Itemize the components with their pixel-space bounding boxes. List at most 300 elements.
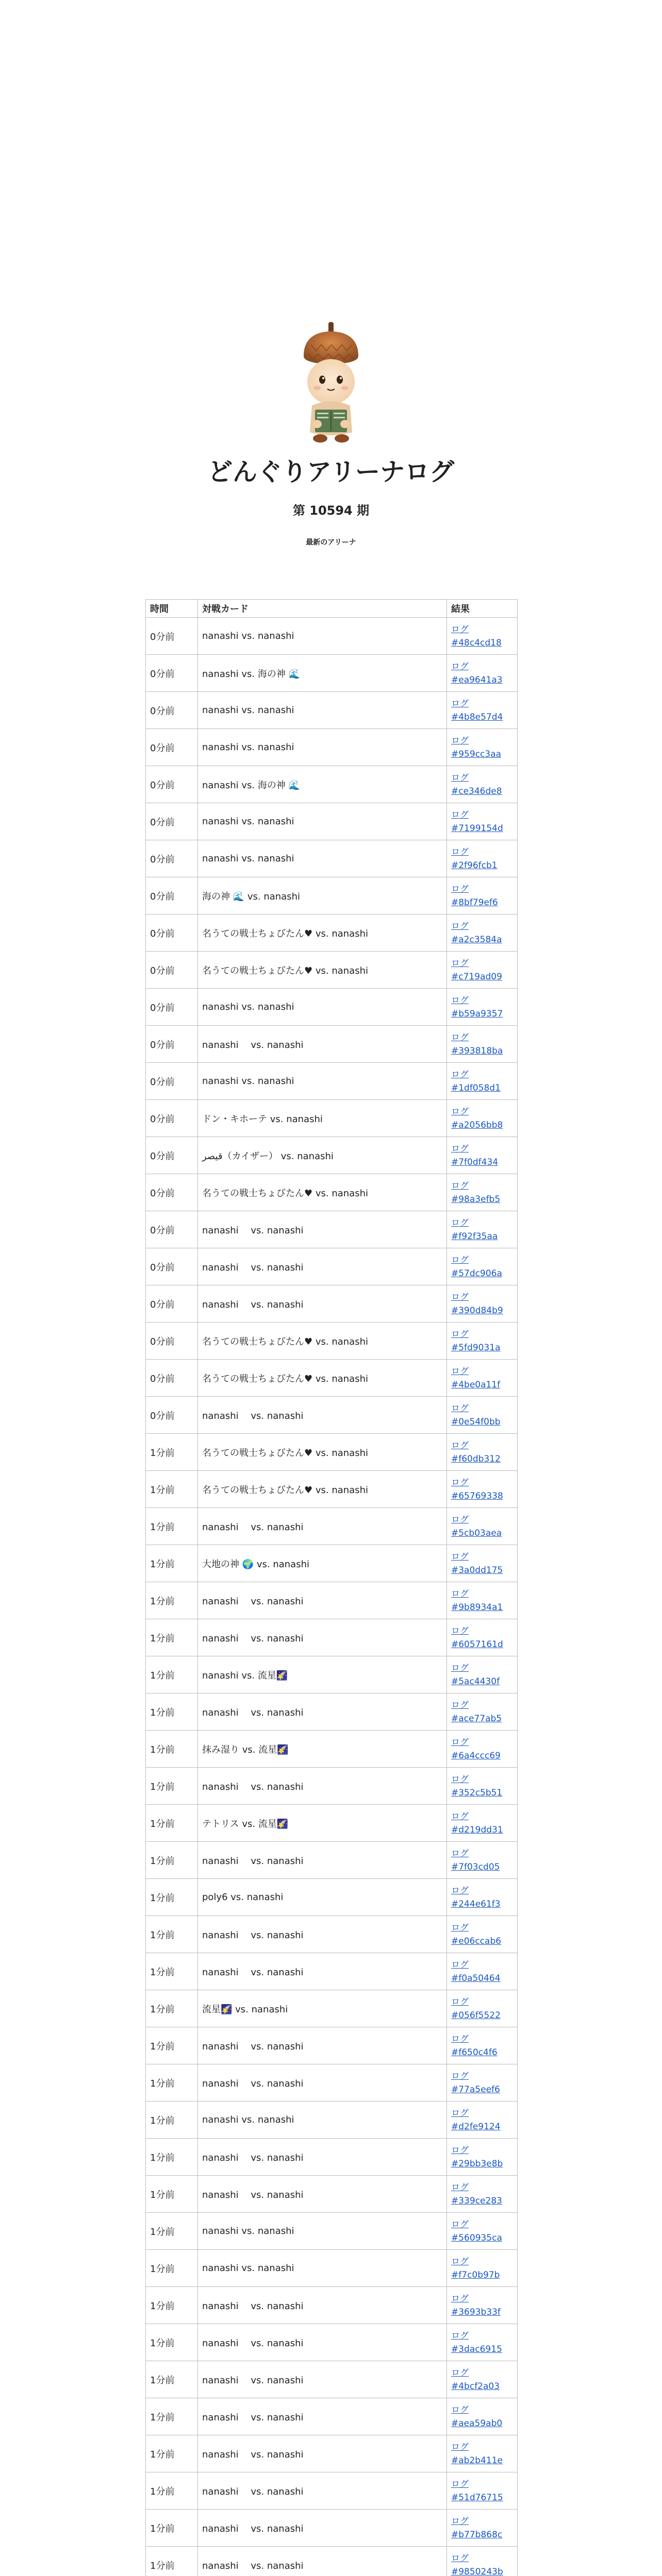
table-row <box>146 840 518 877</box>
row-time: 0分前 <box>146 989 198 1026</box>
row-time: 0分前 <box>146 1248 198 1285</box>
log-id-link[interactable]: #4b8e57d4 <box>451 711 503 722</box>
table-header-row <box>146 600 518 618</box>
row-time: 1分前 <box>146 1656 198 1693</box>
row-match-card: nanashi vs. nanashi <box>198 1063 447 1100</box>
log-link[interactable]: ログ <box>451 2108 469 2119</box>
row-result <box>447 1508 518 1545</box>
log-id-link[interactable]: #6a4ccc69 <box>451 1750 501 1761</box>
log-link[interactable]: ログ <box>451 1588 469 1599</box>
log-id-link[interactable]: #f92f35aa <box>451 1231 498 1242</box>
log-id-link[interactable]: #4bcf2a03 <box>451 2381 500 2392</box>
table-row <box>146 1100 518 1137</box>
table-row <box>146 1693 518 1731</box>
row-time: 0分前 <box>146 766 198 803</box>
table-row <box>146 1471 518 1508</box>
acorn-mascot-icon <box>296 319 366 445</box>
row-match-card: nanashi vs. nanashi <box>198 1582 447 1619</box>
row-time: 0分前 <box>146 914 198 952</box>
row-match-card: قيصر（カイザー） vs. nanashi <box>198 1137 447 1174</box>
row-match-card: nanashi vs. nanashi <box>198 840 447 877</box>
row-result <box>447 1879 518 1916</box>
row-time: 1分前 <box>146 2472 198 2510</box>
row-result <box>447 840 518 877</box>
row-time: 1分前 <box>146 2250 198 2287</box>
table-row <box>146 729 518 766</box>
row-result <box>447 1805 518 1842</box>
row-result <box>447 1285 518 1323</box>
table-row <box>146 692 518 729</box>
log-link[interactable]: ログ <box>451 1885 469 1896</box>
row-result <box>447 2102 518 2139</box>
log-id-link[interactable]: #8bf79ef6 <box>451 897 498 908</box>
table-row <box>146 2176 518 2213</box>
row-result <box>447 914 518 952</box>
table-row <box>146 2102 518 2139</box>
row-result <box>447 1953 518 1990</box>
log-id-link[interactable]: #5cb03aea <box>451 1528 502 1538</box>
table-row <box>146 914 518 952</box>
row-match-card: 大地の神 🌍 vs. nanashi <box>198 1545 447 1582</box>
table-row <box>146 1248 518 1285</box>
row-result <box>447 1916 518 1953</box>
log-link[interactable]: ログ <box>451 772 469 783</box>
row-time: 1分前 <box>146 1768 198 1805</box>
log-id-link[interactable]: #f7c0b97b <box>451 2269 500 2280</box>
log-link[interactable]: ログ <box>451 1514 469 1525</box>
row-match-card: 名うての戦士ちょびたん♥ vs. nanashi <box>198 1323 447 1360</box>
row-result <box>447 1174 518 1211</box>
log-link[interactable]: ログ <box>451 1922 469 1933</box>
row-result <box>447 2250 518 2287</box>
row-result <box>447 952 518 989</box>
row-result <box>447 1211 518 1248</box>
row-match-card: nanashi vs. 流星🌠 <box>198 1656 447 1693</box>
row-time: 0分前 <box>146 618 198 655</box>
row-time: 1分前 <box>146 1508 198 1545</box>
log-link[interactable]: ログ <box>451 1700 469 1710</box>
row-time: 1分前 <box>146 1582 198 1619</box>
table-row <box>146 2324 518 2361</box>
row-time: 1分前 <box>146 2139 198 2176</box>
row-match-card: nanashi vs. nanashi <box>198 803 447 840</box>
log-id-link[interactable]: #ea9641a3 <box>451 674 503 685</box>
row-result <box>447 692 518 729</box>
row-match-card: nanashi vs. nanashi <box>198 2139 447 2176</box>
log-id-link[interactable]: #b77b868c <box>451 2529 503 2540</box>
row-time: 0分前 <box>146 655 198 692</box>
row-time: 0分前 <box>146 1026 198 1063</box>
row-match-card: nanashi vs. nanashi <box>198 2510 447 2547</box>
log-link[interactable]: ログ <box>451 1625 469 1636</box>
log-link[interactable]: ログ <box>451 2330 469 2341</box>
log-link[interactable]: ログ <box>451 1959 469 1970</box>
table-row <box>146 1768 518 1805</box>
log-id-link[interactable]: #65769338 <box>451 1490 503 1501</box>
log-link[interactable]: ログ <box>451 2071 469 2081</box>
log-id-link[interactable]: #3693b33f <box>451 2307 501 2317</box>
table-row <box>146 1842 518 1879</box>
table-row <box>146 766 518 803</box>
row-time: 0分前 <box>146 803 198 840</box>
log-id-link[interactable]: #339ce283 <box>451 2195 502 2206</box>
row-result <box>447 1248 518 1285</box>
section-subtitle: 最新のアリーナ <box>306 538 356 547</box>
row-result <box>447 2213 518 2250</box>
log-link[interactable]: ログ <box>451 1180 469 1191</box>
row-result <box>447 2139 518 2176</box>
log-id-link[interactable]: #560935ca <box>451 2232 502 2243</box>
log-id-link[interactable]: #d2fe9124 <box>451 2121 501 2132</box>
row-time: 0分前 <box>146 1174 198 1211</box>
row-result <box>447 2324 518 2361</box>
log-link[interactable]: ログ <box>451 624 469 635</box>
log-id-link[interactable]: #1df058d1 <box>451 1082 501 1093</box>
table-row <box>146 1656 518 1693</box>
log-link[interactable]: ログ <box>451 2404 469 2415</box>
row-result <box>447 1137 518 1174</box>
row-result <box>447 989 518 1026</box>
log-link[interactable]: ログ <box>451 698 469 709</box>
row-time: 0分前 <box>146 840 198 877</box>
log-link[interactable]: ログ <box>451 1069 469 1080</box>
table-row <box>146 1211 518 1248</box>
log-id-link[interactable]: #b59a9357 <box>451 1008 503 1019</box>
row-time: 0分前 <box>146 1211 198 1248</box>
log-link[interactable]: ログ <box>451 2516 469 2527</box>
table-row <box>146 2287 518 2324</box>
table-row <box>146 1545 518 1582</box>
row-time: 1分前 <box>146 2176 198 2213</box>
log-id-link[interactable]: #6057161d <box>451 1639 503 1650</box>
log-id-link[interactable]: #0e54f0bb <box>451 1416 501 1427</box>
row-time: 1分前 <box>146 2510 198 2547</box>
row-match-card: nanashi vs. 海の神 🌊 <box>198 766 447 803</box>
row-time: 1分前 <box>146 2287 198 2324</box>
log-id-link[interactable]: #ace77ab5 <box>451 1713 502 1724</box>
log-id-link[interactable]: #f650c4f6 <box>451 2047 498 2058</box>
log-id-link[interactable]: #7f0df434 <box>451 1157 499 1167</box>
row-result <box>447 2064 518 2102</box>
log-link[interactable]: ログ <box>451 1366 469 1377</box>
log-id-link[interactable]: #5fd9031a <box>451 1342 501 1353</box>
log-id-link[interactable]: #a2056bb8 <box>451 1120 503 1130</box>
log-link[interactable]: ログ <box>451 2033 469 2044</box>
log-id-link[interactable]: #390d84b9 <box>451 1305 503 1316</box>
row-time: 1分前 <box>146 2324 198 2361</box>
log-link[interactable]: ログ <box>451 1477 469 1488</box>
row-match-card: nanashi vs. nanashi <box>198 2547 447 2576</box>
row-match-card: nanashi vs. nanashi <box>198 1842 447 1879</box>
log-id-link[interactable]: #5ac4430f <box>451 1676 500 1687</box>
row-match-card: nanashi vs. nanashi <box>198 1619 447 1656</box>
log-id-link[interactable]: #77a5eef6 <box>451 2084 500 2095</box>
table-row <box>146 1397 518 1434</box>
log-link[interactable]: ログ <box>451 884 469 894</box>
log-link[interactable]: ログ <box>451 1106 469 1117</box>
row-match-card: 名うての戦士ちょびたん♥ vs. nanashi <box>198 1471 447 1508</box>
row-result <box>447 1100 518 1137</box>
row-result <box>447 877 518 914</box>
table-row <box>146 1619 518 1656</box>
log-id-link[interactable]: #e06ccab6 <box>451 1936 502 1946</box>
log-link[interactable]: ログ <box>451 921 469 931</box>
log-id-link[interactable]: #51d76715 <box>451 2492 503 2503</box>
row-match-card: poly6 vs. nanashi <box>198 1879 447 1916</box>
row-match-card: nanashi vs. nanashi <box>198 1397 447 1434</box>
log-id-link[interactable]: #244e61f3 <box>451 1899 501 1909</box>
log-link[interactable]: ログ <box>451 1143 469 1154</box>
table-row <box>146 1434 518 1471</box>
row-result <box>447 655 518 692</box>
page-title: どんぐりアリーナログ <box>207 457 455 486</box>
log-link[interactable]: ログ <box>451 2553 469 2564</box>
row-match-card: 名うての戦士ちょびたん♥ vs. nanashi <box>198 1174 447 1211</box>
log-link[interactable]: ログ <box>451 2219 469 2230</box>
log-link[interactable]: ログ <box>451 2479 469 2489</box>
log-id-link[interactable]: #f0a50464 <box>451 1973 501 1984</box>
table-row <box>146 1879 518 1916</box>
log-link[interactable]: ログ <box>451 1440 469 1451</box>
row-time: 0分前 <box>146 1323 198 1360</box>
row-result <box>447 2510 518 2547</box>
log-link[interactable]: ログ <box>451 2367 469 2378</box>
log-link[interactable]: ログ <box>451 1996 469 2007</box>
row-time: 0分前 <box>146 729 198 766</box>
row-match-card: nanashi vs. nanashi <box>198 729 447 766</box>
row-match-card: nanashi vs. nanashi <box>198 1508 447 1545</box>
row-time: 0分前 <box>146 1285 198 1323</box>
row-match-card: 名うての戦士ちょびたん♥ vs. nanashi <box>198 1360 447 1397</box>
log-id-link[interactable]: #d219dd31 <box>451 1824 503 1835</box>
row-time: 1分前 <box>146 1842 198 1879</box>
row-match-card: nanashi vs. nanashi <box>198 1693 447 1731</box>
table-row <box>146 1174 518 1211</box>
row-result <box>447 2547 518 2576</box>
table-row <box>146 1026 518 1063</box>
row-result <box>447 1026 518 1063</box>
row-time: 1分前 <box>146 1990 198 2027</box>
row-result <box>447 2398 518 2435</box>
row-result <box>447 1768 518 1805</box>
log-id-link[interactable]: #a2c3584a <box>451 934 502 945</box>
table-row <box>146 2139 518 2176</box>
row-time: 1分前 <box>146 1693 198 1731</box>
row-match-card: nanashi vs. nanashi <box>198 2250 447 2287</box>
row-result <box>447 1471 518 1508</box>
row-time: 0分前 <box>146 1100 198 1137</box>
row-result <box>447 803 518 840</box>
row-match-card: テトリス vs. 流星🌠 <box>198 1805 447 1842</box>
table-row <box>146 2027 518 2064</box>
arena-log-table <box>145 599 518 2576</box>
log-id-link[interactable]: #352c5b51 <box>451 1787 503 1798</box>
row-match-card: nanashi vs. nanashi <box>198 989 447 1026</box>
log-link[interactable]: ログ <box>451 1032 469 1043</box>
row-match-card: nanashi vs. nanashi <box>198 692 447 729</box>
log-link[interactable]: ログ <box>451 1551 469 1562</box>
row-time: 1分前 <box>146 2361 198 2398</box>
row-time: 1分前 <box>146 1731 198 1768</box>
row-result <box>447 1397 518 1434</box>
log-link[interactable]: ログ <box>451 2256 469 2267</box>
log-link[interactable]: ログ <box>451 1217 469 1228</box>
log-link[interactable]: ログ <box>451 2145 469 2156</box>
log-id-link[interactable]: #aea59ab0 <box>451 2418 503 2429</box>
table-row <box>146 2510 518 2547</box>
log-link[interactable]: ログ <box>451 1848 469 1859</box>
table-row <box>146 1953 518 1990</box>
table-row <box>146 655 518 692</box>
log-link[interactable]: ログ <box>451 846 469 857</box>
log-link[interactable]: ログ <box>451 735 469 746</box>
row-time: 1分前 <box>146 1434 198 1471</box>
log-id-link[interactable]: #7199154d <box>451 823 503 834</box>
log-id-link[interactable]: #ce346de8 <box>451 786 502 796</box>
log-id-link[interactable]: #7f03cd05 <box>451 1861 500 1872</box>
log-id-link[interactable]: #57dc906a <box>451 1268 502 1279</box>
log-id-link[interactable]: #c719ad09 <box>451 971 502 982</box>
row-match-card: 抹み湿り vs. 流星🌠 <box>198 1731 447 1768</box>
log-link[interactable]: ログ <box>451 1811 469 1822</box>
table-row <box>146 1508 518 1545</box>
row-time: 0分前 <box>146 1397 198 1434</box>
log-id-link[interactable]: #f60db312 <box>451 1453 501 1464</box>
row-match-card: nanashi vs. nanashi <box>198 2064 447 2102</box>
log-id-link[interactable]: #ab2b411e <box>451 2455 503 2466</box>
row-time: 0分前 <box>146 1063 198 1100</box>
row-result <box>447 1434 518 1471</box>
log-link[interactable]: ログ <box>451 1663 469 1673</box>
table-row <box>146 1916 518 1953</box>
log-id-link[interactable]: #2f96fcb1 <box>451 860 498 871</box>
table-row <box>146 1323 518 1360</box>
row-time: 1分前 <box>146 2213 198 2250</box>
row-time: 1分前 <box>146 2064 198 2102</box>
log-id-link[interactable]: #4be0a11f <box>451 1379 501 1390</box>
row-match-card: nanashi vs. nanashi <box>198 1285 447 1323</box>
row-result <box>447 1323 518 1360</box>
row-result <box>447 2435 518 2472</box>
log-link[interactable]: ログ <box>451 1403 469 1414</box>
row-match-card: nanashi vs. nanashi <box>198 2102 447 2139</box>
log-link[interactable]: ログ <box>451 1329 469 1340</box>
row-time: 1分前 <box>146 1619 198 1656</box>
row-match-card: 海の神 🌊 vs. nanashi <box>198 877 447 914</box>
row-match-card: nanashi vs. nanashi <box>198 1026 447 1063</box>
row-match-card: 名うての戦士ちょびたん♥ vs. nanashi <box>198 914 447 952</box>
log-link[interactable]: ログ <box>451 2182 469 2193</box>
row-match-card: nanashi vs. nanashi <box>198 2361 447 2398</box>
row-time: 0分前 <box>146 952 198 989</box>
table-row <box>146 2398 518 2435</box>
row-match-card: nanashi vs. nanashi <box>198 2213 447 2250</box>
row-result <box>447 2176 518 2213</box>
table-row <box>146 877 518 914</box>
log-id-link[interactable]: #9b8934a1 <box>451 1602 503 1613</box>
table-row <box>146 1137 518 1174</box>
table-row <box>146 2547 518 2576</box>
log-link[interactable]: ログ <box>451 1292 469 1302</box>
column-header-result: 結果 <box>447 600 518 618</box>
log-link[interactable]: ログ <box>451 1737 469 1748</box>
row-result <box>447 766 518 803</box>
row-result <box>447 2287 518 2324</box>
row-match-card: nanashi vs. nanashi <box>198 618 447 655</box>
log-id-link[interactable]: #3dac6915 <box>451 2344 502 2354</box>
row-time: 1分前 <box>146 1805 198 1842</box>
row-time: 1分前 <box>146 2435 198 2472</box>
log-id-link[interactable]: #056f5522 <box>451 2010 501 2021</box>
row-match-card: 名うての戦士ちょびたん♥ vs. nanashi <box>198 952 447 989</box>
log-link[interactable]: ログ <box>451 2442 469 2452</box>
log-link[interactable]: ログ <box>451 995 469 1006</box>
row-time: 1分前 <box>146 2027 198 2064</box>
row-match-card: nanashi vs. nanashi <box>198 2472 447 2510</box>
row-result <box>447 729 518 766</box>
table-row <box>146 618 518 655</box>
log-id-link[interactable]: #48c4cd18 <box>451 637 502 648</box>
row-result <box>447 2361 518 2398</box>
log-link[interactable]: ログ <box>451 2293 469 2304</box>
row-match-card: nanashi vs. nanashi <box>198 2287 447 2324</box>
row-result <box>447 1619 518 1656</box>
row-match-card: nanashi vs. nanashi <box>198 1211 447 1248</box>
row-match-card: nanashi vs. nanashi <box>198 1768 447 1805</box>
row-result <box>447 2027 518 2064</box>
row-match-card: nanashi vs. nanashi <box>198 2398 447 2435</box>
row-result <box>447 618 518 655</box>
table-row <box>146 803 518 840</box>
row-match-card: nanashi vs. nanashi <box>198 2176 447 2213</box>
row-time: 1分前 <box>146 1879 198 1916</box>
table-row <box>146 2435 518 2472</box>
log-link[interactable]: ログ <box>451 1774 469 1785</box>
log-id-link[interactable]: #3a0dd175 <box>451 1565 503 1575</box>
log-id-link[interactable]: #29bb3e8b <box>451 2158 503 2169</box>
row-result <box>447 1693 518 1731</box>
table-row <box>146 952 518 989</box>
row-result <box>447 1545 518 1582</box>
row-time: 1分前 <box>146 1916 198 1953</box>
row-result <box>447 1063 518 1100</box>
column-header-card: 対戦カード <box>198 600 447 618</box>
row-match-card: nanashi vs. nanashi <box>198 2027 447 2064</box>
log-link[interactable]: ログ <box>451 958 469 969</box>
row-result <box>447 2472 518 2510</box>
table-row <box>146 2213 518 2250</box>
table-row <box>146 2250 518 2287</box>
log-id-link[interactable]: #393818ba <box>451 1045 503 1056</box>
row-match-card: nanashi vs. nanashi <box>198 2324 447 2361</box>
table-body <box>146 618 518 2576</box>
row-time: 0分前 <box>146 1137 198 1174</box>
table-row <box>146 1285 518 1323</box>
period-label: 第 10594 期 <box>292 503 370 518</box>
row-time: 0分前 <box>146 1360 198 1397</box>
row-time: 0分前 <box>146 692 198 729</box>
log-link[interactable]: ログ <box>451 1255 469 1265</box>
log-id-link[interactable]: #959cc3aa <box>451 749 502 759</box>
row-result <box>447 1656 518 1693</box>
row-time: 1分前 <box>146 1545 198 1582</box>
log-id-link[interactable]: #9850243b <box>451 2566 503 2576</box>
log-link[interactable]: ログ <box>451 661 469 672</box>
row-time: 1分前 <box>146 2547 198 2576</box>
log-id-link[interactable]: #98a3efb5 <box>451 1194 501 1205</box>
table-row <box>146 1360 518 1397</box>
log-link[interactable]: ログ <box>451 809 469 820</box>
